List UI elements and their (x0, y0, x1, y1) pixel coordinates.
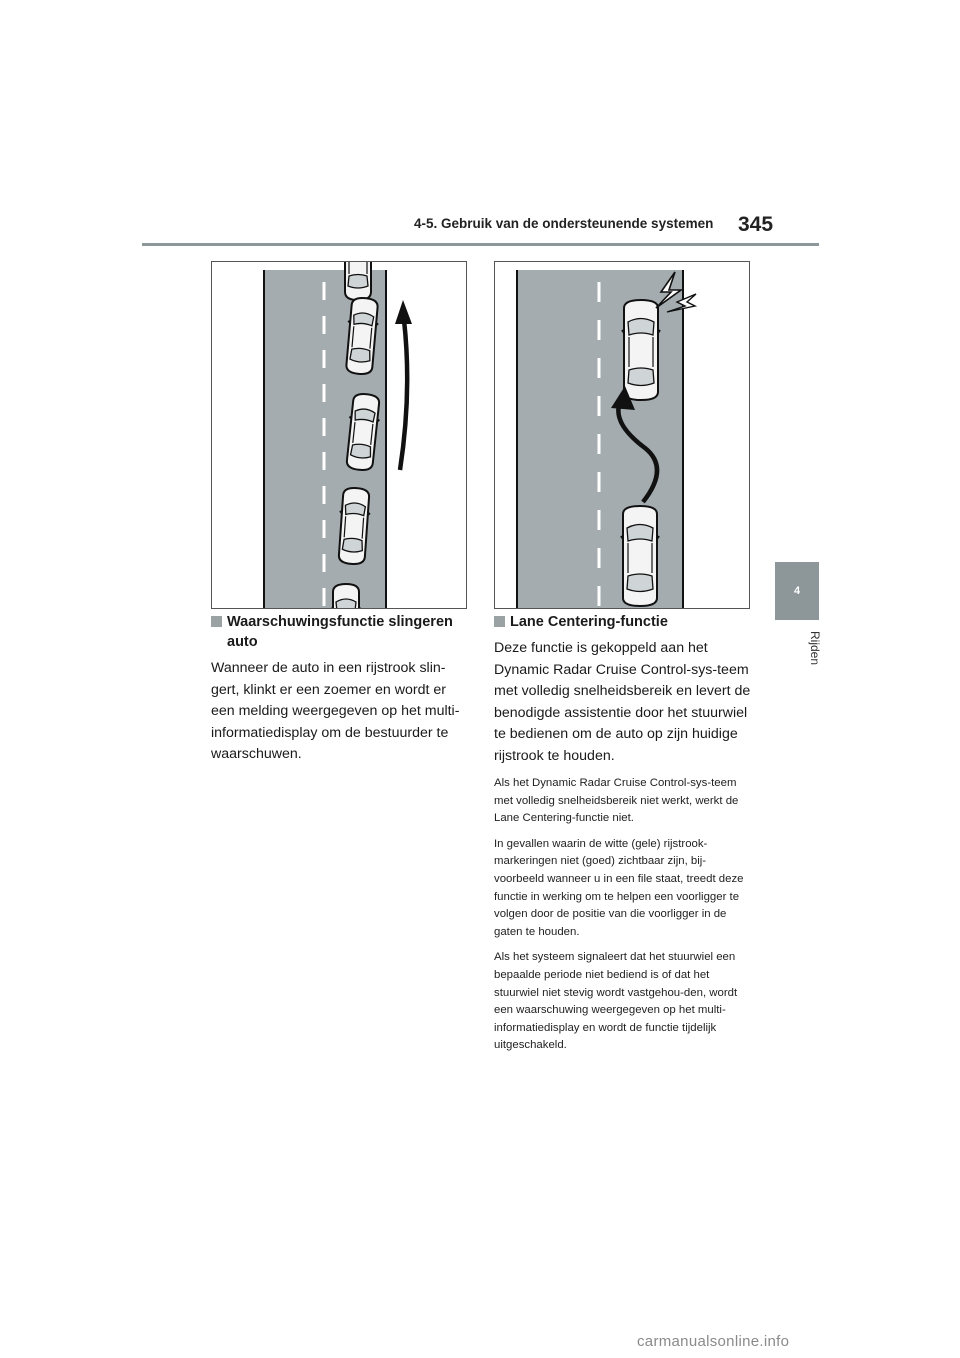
section-heading (211, 612, 469, 652)
note-paragraph: In gevallen waarin de witte (gele) rijstrook-markeringen niet (goed) zichtbaar zijn, bij-voorbeeld wanneer u in een file staat, treedt deze functie in werking om te helpen een voorligger te volgen door de positie van die voorligger in de gaten te houden. (494, 837, 744, 938)
bullet-square-icon (211, 616, 222, 627)
bullet-square-icon (494, 616, 505, 627)
watermark: carmanualsonline.info (637, 1333, 790, 1350)
header-divider (142, 243, 819, 246)
lane-centering-figure (494, 261, 750, 609)
car-icon (621, 506, 659, 606)
section-title: 4-5. Gebruik van de ondersteunende systemen (414, 216, 714, 231)
arrow-head-icon (395, 300, 412, 324)
note-paragraph: Als het systeem signaleert dat het stuurwiel een bepaalde periode niet bediend is of dat het stuurwiel niet stevig wordt vastgehou-den, wordt een waarschuwing weergegeven op het multi-informatiedisplay en wordt de functie tijdelijk uitgeschakeld. (494, 951, 738, 1052)
car-icon (343, 262, 373, 300)
body-paragraph: Wanneer de auto in een rijstrook slin-gert, klinkt er een zoemer en wordt er een melding weergegeven op het multi-informatiedisplay om de bestuurder te waarschuwen. (211, 660, 460, 762)
note-paragraph: Als het Dynamic Radar Cruise Control-sys-teem met volledig snelheidsbereik niet werkt, werkt de Lane Centering-functie niet. (494, 777, 739, 825)
heading-text: Lane Centering-functie (510, 614, 668, 630)
body-paragraph: Deze functie is gekoppeld aan het Dynamic Radar Cruise Control-sys-teem met volledig snelheidsbereik en levert de benodigde assistentie door het stuurwiel te bedienen om de auto op zijn huidige rijstrook te houden. (494, 640, 751, 764)
left-column (211, 612, 469, 774)
lane-centering-illustration (495, 262, 749, 608)
page-number: 345 (738, 213, 774, 236)
sway-warning-figure (211, 261, 467, 609)
car-icon (622, 300, 660, 400)
section-heading (494, 612, 752, 632)
chapter-label: Rijden (808, 631, 822, 666)
direction-arrow (400, 320, 407, 470)
right-column (494, 612, 752, 1063)
heading-text: Waarschuwingsfunctie slingeren auto (227, 614, 453, 650)
chapter-tab: 4 (775, 562, 819, 620)
car-icon (331, 584, 361, 608)
sway-illustration (212, 262, 466, 608)
